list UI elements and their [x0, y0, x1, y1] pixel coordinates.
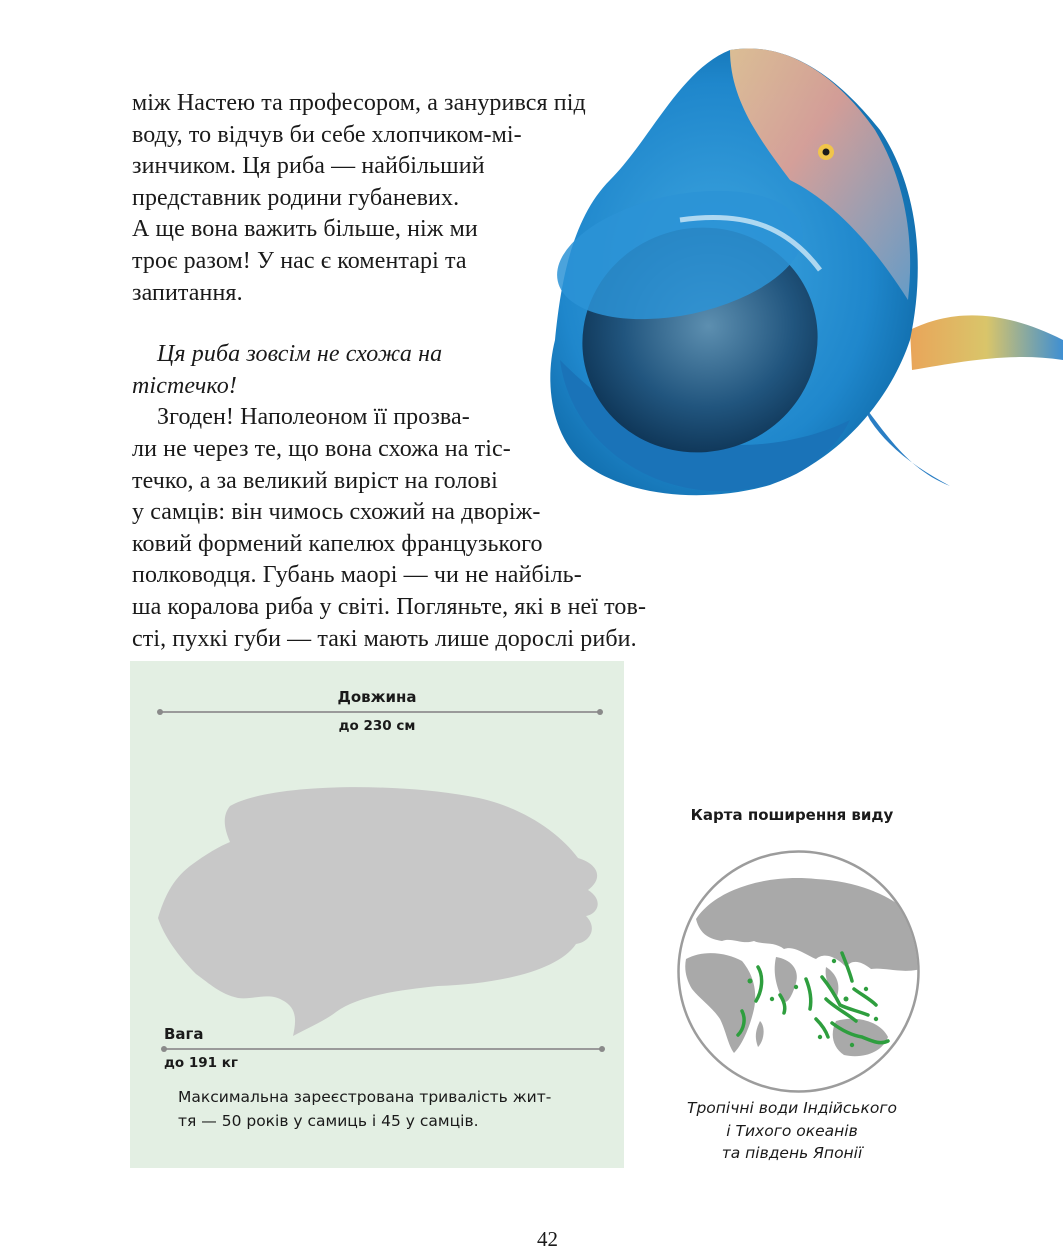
caption-line: та південь Японії — [721, 1144, 863, 1162]
range-map-caption — [672, 1097, 912, 1165]
tail-fin — [910, 315, 1063, 370]
answer-line: ли не через те, що вона схожа на тіс- — [132, 435, 511, 462]
answer-line: сті, пухкі губи — такі мають лише дорослі риби. — [132, 625, 637, 652]
lifespan-line: тя — 50 років у самиць і 45 у самців. — [178, 1112, 479, 1130]
text-line: троє разом! У нас є коментарі та — [132, 247, 467, 274]
answer-line: течко, а за великий виріст на голові — [132, 467, 498, 494]
lifespan-text — [178, 1085, 598, 1133]
text-line: представник родини губаневих. — [132, 184, 460, 211]
length-label: Довжина — [337, 688, 417, 706]
weight-label: Вага — [164, 1025, 204, 1043]
weight-measure-line — [164, 1048, 602, 1050]
page-number: 42 — [537, 1227, 558, 1251]
text-line: воду, то відчув би себе хлопчиком-мі- — [132, 121, 522, 148]
caption-line: Тропічні води Індійського — [686, 1099, 898, 1117]
length-measure-line — [160, 711, 600, 713]
answer-line: Згоден! Наполеоном її прозва- — [157, 404, 470, 431]
range-globe-map — [676, 849, 921, 1094]
length-value: до 230 см — [338, 718, 416, 734]
question-line: Ця риба зовсім не схожа на — [157, 341, 443, 368]
caption-line: і Тихого океанів — [726, 1121, 858, 1140]
answer-line: ковий формений капелюх французького — [132, 530, 543, 557]
answer-line: полководця. Губань маорі — чи не найбіль- — [132, 562, 582, 589]
text-line: запитання. — [132, 279, 243, 306]
humphead-wrasse-illustration — [530, 40, 1063, 510]
fish-pupil — [823, 149, 830, 156]
text-line: між Настею та професором, а занурився під — [132, 90, 586, 116]
weight-value: до 191 кг — [164, 1055, 238, 1071]
range-map-title: Карта поширення виду — [690, 806, 894, 824]
answer-line: у самців: він чимось схожий на дворіж- — [132, 499, 541, 526]
text-line: А ще вона важить більше, ніж ми — [132, 216, 478, 243]
question-line: тістечко! — [132, 372, 237, 399]
lifespan-line: Максимальна зареєстрована тривалість жит- — [178, 1088, 552, 1106]
info-panel — [130, 661, 624, 1168]
fish-silhouette — [158, 786, 602, 1041]
pelvic-fin — [860, 400, 950, 486]
text-line: зинчиком. Ця риба — найбільший — [132, 153, 485, 180]
answer-line: ша коралова риба у світі. Погляньте, які в неї тов- — [132, 593, 647, 620]
